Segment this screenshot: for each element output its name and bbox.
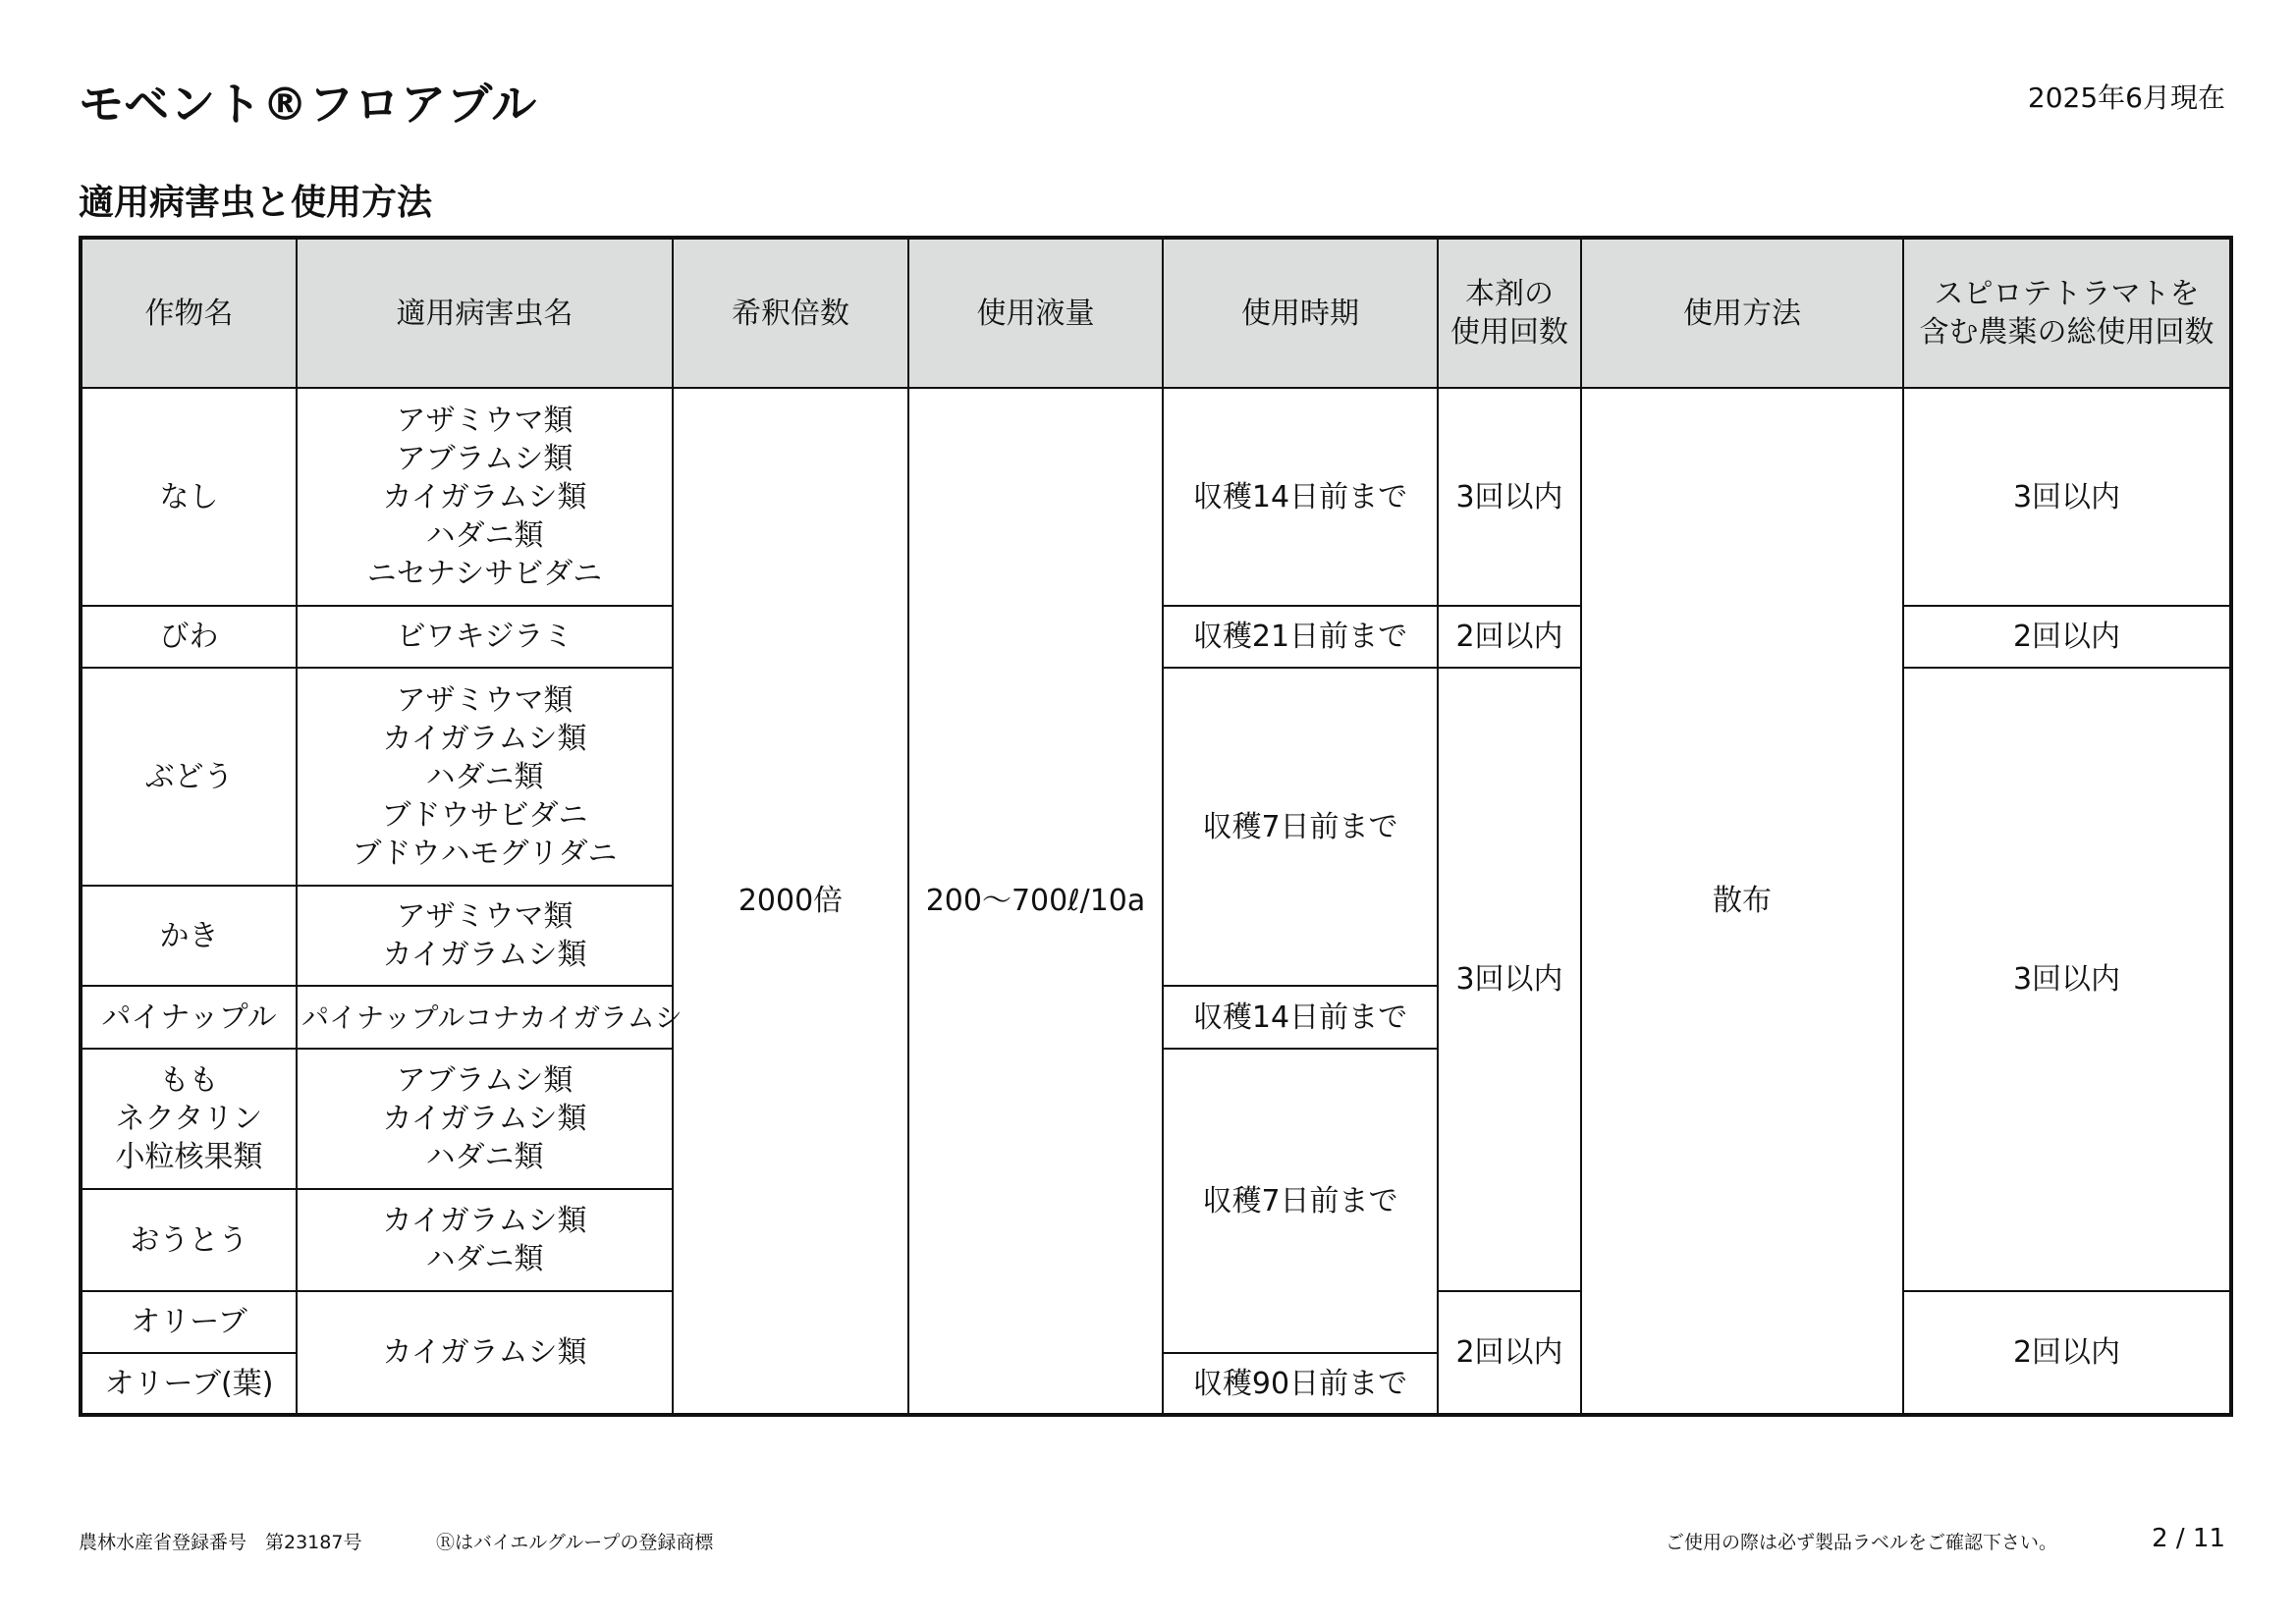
date-label: 2025年6月現在 xyxy=(2027,81,2225,114)
crop-cell: もも ネクタリン 小粒核果類 xyxy=(81,1049,297,1189)
timing-cell: 収穫14日前まで xyxy=(1163,986,1438,1049)
header-count: 本剤の 使用回数 xyxy=(1438,238,1581,388)
pest-cell: アブラムシ類 カイガラムシ類 ハダニ類 xyxy=(297,1049,673,1189)
pest-cell: アザミウマ類 カイガラムシ類 xyxy=(297,886,673,986)
timing-cell: 収穫14日前まで xyxy=(1163,388,1438,606)
table-row xyxy=(81,388,2231,606)
count-cell: 3回以内 xyxy=(1438,668,1581,1291)
header-pest: 適用病害虫名 xyxy=(297,238,673,388)
count-cell: 3回以内 xyxy=(1438,388,1581,606)
registration-number: 農林水産省登録番号 第23187号 xyxy=(79,1532,362,1553)
total-cell: 3回以内 xyxy=(1903,388,2231,606)
volume-cell: 200〜700ℓ/10a xyxy=(908,388,1163,1415)
header-volume: 使用液量 xyxy=(908,238,1163,388)
crop-cell: ぶどう xyxy=(81,668,297,886)
application-table xyxy=(79,236,2233,1417)
crop-cell: おうとう xyxy=(81,1189,297,1291)
page-number: 2 / 11 xyxy=(2152,1524,2225,1553)
pest-cell: カイガラムシ類 xyxy=(297,1291,673,1415)
pest-cell: アザミウマ類 カイガラムシ類 ハダニ類 ブドウサビダニ ブドウハモグリダニ xyxy=(297,668,673,886)
timing-cell: 収穫7日前まで xyxy=(1163,1049,1438,1353)
crop-cell: パイナップル xyxy=(81,986,297,1049)
crop-cell: オリーブ(葉) xyxy=(81,1353,297,1415)
total-cell: 3回以内 xyxy=(1903,668,2231,1291)
crop-cell: かき xyxy=(81,886,297,986)
total-cell: 2回以内 xyxy=(1903,606,2231,668)
header-total: スピロテトラマトを 含む農薬の総使用回数 xyxy=(1903,238,2231,388)
trademark-note: Ⓡはバイエルグループの登録商標 xyxy=(436,1532,714,1553)
timing-cell: 収穫21日前まで xyxy=(1163,606,1438,668)
crop-cell: オリーブ xyxy=(81,1291,297,1353)
count-cell: 2回以内 xyxy=(1438,1291,1581,1415)
header-method: 使用方法 xyxy=(1581,238,1903,388)
timing-cell: 収穫90日前まで xyxy=(1163,1353,1438,1415)
pest-cell: ビワキジラミ xyxy=(297,606,673,668)
count-cell: 2回以内 xyxy=(1438,606,1581,668)
page-title: モベント®フロアブル xyxy=(79,78,538,131)
timing-cell: 収穫7日前まで xyxy=(1163,668,1438,986)
header-crop: 作物名 xyxy=(81,238,297,388)
header-dilution: 希釈倍数 xyxy=(673,238,908,388)
pest-cell: カイガラムシ類 ハダニ類 xyxy=(297,1189,673,1291)
method-cell: 散布 xyxy=(1581,388,1903,1415)
table-header-row xyxy=(81,238,2231,388)
section-title: 適用病害虫と使用方法 xyxy=(79,183,433,223)
header-timing: 使用時期 xyxy=(1163,238,1438,388)
pest-cell: アザミウマ類 アブラムシ類 カイガラムシ類 ハダニ類 ニセナシサビダニ xyxy=(297,388,673,606)
total-cell: 2回以内 xyxy=(1903,1291,2231,1415)
pest-cell: パイナップルコナカイガラムシ xyxy=(297,986,673,1049)
label-notice: ご使用の際は必ず製品ラベルをご確認下さい。 xyxy=(1666,1532,2058,1553)
crop-cell: なし xyxy=(81,388,297,606)
dilution-cell: 2000倍 xyxy=(673,388,908,1415)
crop-cell: びわ xyxy=(81,606,297,668)
